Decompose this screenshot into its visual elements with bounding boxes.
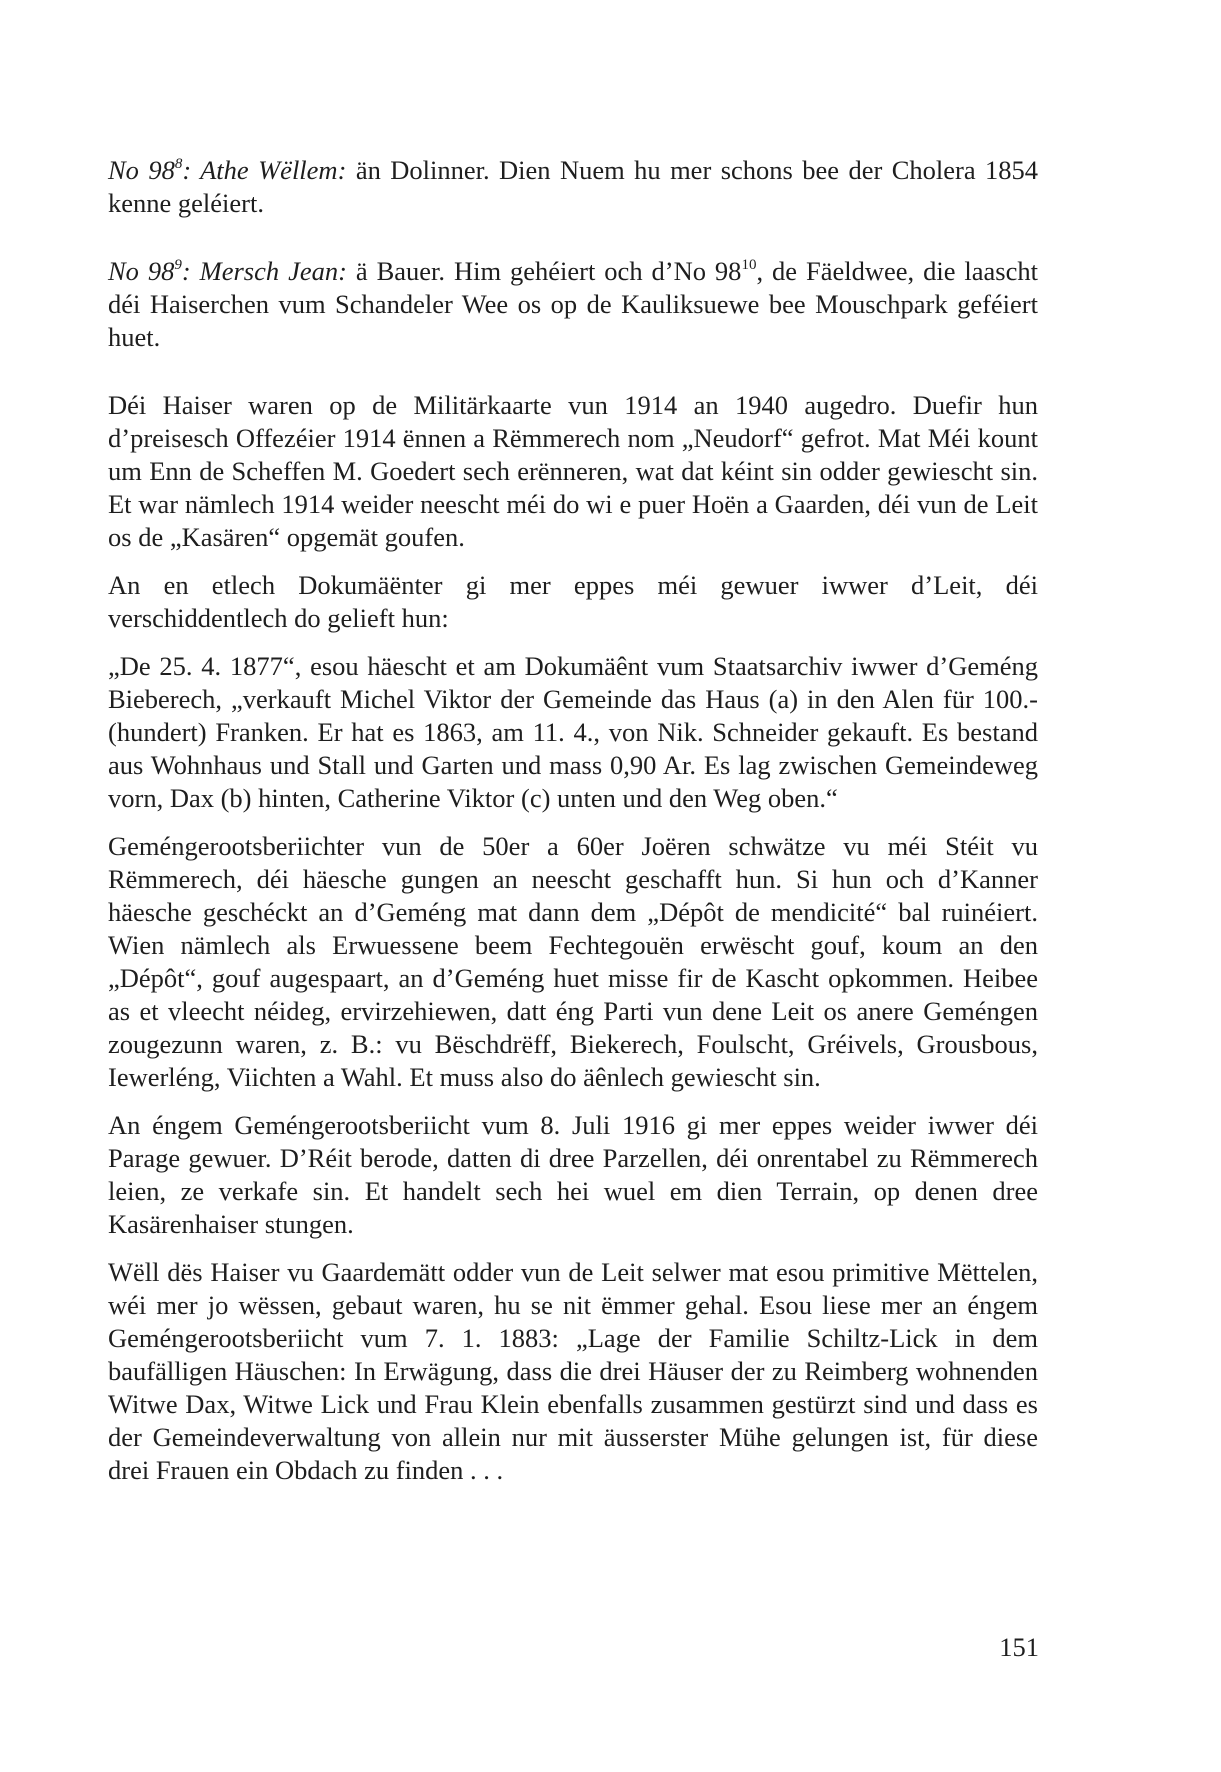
page-number: 151 [999,1632,1039,1662]
paragraph: Geméngerootsberiichter vun de 50er a 60er Joëren schwätze vu méi Stéit vu Rëmmerech, déi häesche gungen an neescht geschafft hun. Si hun och d’Kanner häesche geschéckt an d’Geméng mat dann dem „Dépôt de mendicité“ bal ruinéiert. Wien nämlech als Erwuessene beem Fechtegouën erwëscht gouf, koum an den „Dépôt“, gouf augespaart, an d’Geméng huet misse fir de Kascht opkommen. Heibee as et vleecht néideg, ervirzehiewen, datt éng Parti vun dene Leit os anere Geméngen zougezunn waren, z. B.: vu Bëschdrëff, Biekerech, Foulscht, Gréivels, Grousbous, Iewerléng, Viichten a Wahl. Et muss also do äênlech gewiescht sin. [108,831,1038,1092]
paragraph: An éngem Geméngerootsberiicht vum 8. Juli 1916 gi mer eppes weider iwwer déi Parage gewuer. D’Réit berode, datten di dree Parzellen, déi onrentabel zu Rëmmerech leien, ze verkafe sin. Et handelt sech hei wuel em dien Terrain, op denen dree Kasärenhaiser stungen. [108,1110,1038,1239]
page-body [108,154,1038,1487]
entry-text: ä Bauer. Him gehéiert och d’No $98^{10}$, de Fäeldwee, die laascht déi Haiserchen vum Schandeler Wee os op de Kauliksuewe bee Mouschpark geféiert huet. [108,256,1038,352]
entry-98-9 [108,255,1038,354]
entry-text: än Dolinner. Dien Nuem hu mer schons bee der Cholera 1854 kenne geléiert. [108,155,1039,218]
entry-number: No $98^9$: Mersch Jean: [108,256,347,286]
paragraph: Déi Haiser waren op de Militärkaarte vun 1914 an 1940 augedro. Duefir hun d’preisesch Offezéier 1914 ënnen a Rëmmerech nom „Neudorf“ gefrot. Mat Méi kount um Enn de Scheffen M. Goedert sech erënneren, wat dat kéint sin odder gewiescht sin. Et war nämlech 1914 weider neescht méi do wi e puer Hoën a Gaarden, déi vun de Leit os de „Kasären“ opgemät goufen. [108,390,1038,552]
entry-98-8 [108,154,1038,220]
paragraph: Wëll dës Haiser vu Gaardemätt odder vun de Leit selwer mat esou primitive Mëttelen, wéi mer jo wëssen, gebaut waren, hu se nit ëmmer gehal. Esou liese mer an éngem Geméngerootsberiicht vum 7. 1. 1883: „Lage der Familie Schiltz-Lick in dem baufälligen Häuschen: In Erwägung, dass die drei Häuser der zu Reimberg wohnenden Witwe Dax, Witwe Lick und Frau Klein ebenfalls zusammen gestürzt sind und dass es der Gemeindeverwaltung von allein nur mit äusserster Mühe gelungen ist, für diese drei Frauen ein Obdach zu finden . . . [108,1257,1038,1485]
paragraph: „De 25. 4. 1877“, esou häescht et am Dokumäênt vum Staatsarchiv iwwer d’Geméng Bieberech, „verkauft Michel Viktor der Gemeinde das Haus (a) in den Alen für 100.- (hundert) Franken. Er hat es 1863, am 11. 4., von Nik. Schneider gekauft. Es bestand aus Wohnhaus und Stall und Garten und mass 0,90 Ar. Es lag zwischen Gemeindeweg vorn, Dax (b) hinten, Catherine Viktor (c) unten und den Weg oben.“ [108,651,1038,813]
entry-number: No $98^8$: Athe Wëllem: [108,155,347,185]
paragraph: An en etlech Dokumäënter gi mer eppes méi gewuer iwwer d’Leit, déi verschiddentlech do gelieft hun: [108,570,1038,633]
